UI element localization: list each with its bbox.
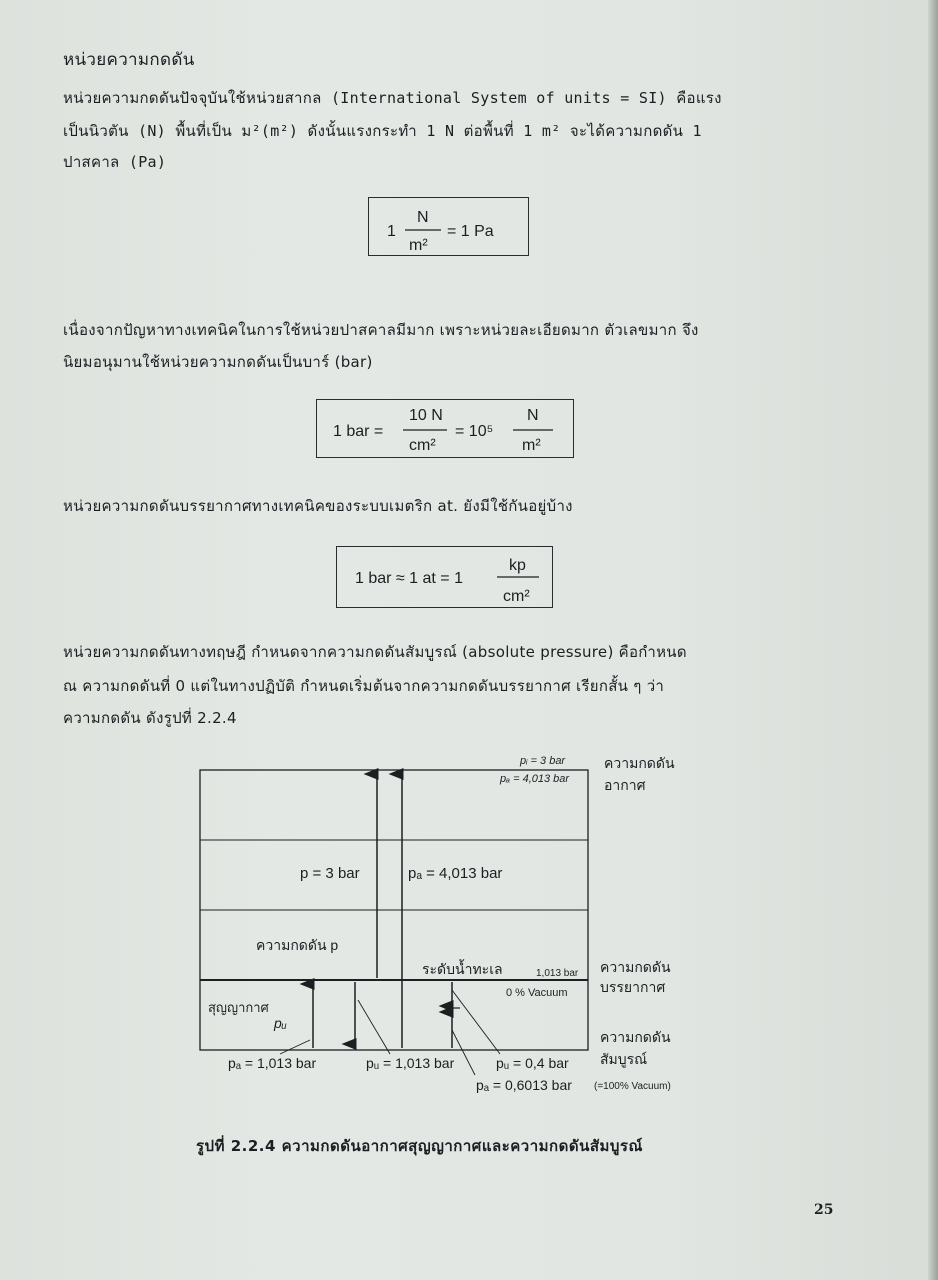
bottom-pa2-label: pₐ = 0,6013 bar — [476, 1077, 572, 1093]
right-label-abs-2: สัมบูรณ์ — [600, 1051, 648, 1067]
formula3-lead: 1 bar ≈ 1 at = 1 — [355, 570, 463, 587]
pu-label: pᵤ — [274, 1015, 287, 1031]
figure-caption: รูปที่ 2.2.4 ความกดดันอากาศสุญญากาศและความกดดันสัมบูรณ์ — [196, 1137, 643, 1155]
paragraph-4-line-2: ณ ความกดดันที่ 0 แต่ในทางปฏิบัติ กำหนดเริ่มต้นจากความกดดันบรรยากาศ เรียกสั้น ๆ ว่า — [63, 677, 665, 695]
right-label-atm-1: ความกดดัน — [600, 959, 671, 975]
page-number: 25 — [814, 1202, 834, 1218]
formula2-numerator-2: N — [527, 407, 539, 424]
bottom-pa-label: pₐ = 1,013 bar — [228, 1055, 317, 1071]
formula-bar — [317, 400, 573, 457]
paragraph-2-line-1: เนื่องจากปัญหาทางเทคนิคในการใช้หน่วยปาสคาลมีมาก เพราะหน่วยละเอียดมาก ตัวเลขมาก จึง — [63, 321, 699, 339]
formula-box-bar — [316, 399, 574, 458]
bottom-vacuum-label: (=100% Vacuum) — [594, 1081, 671, 1092]
formula2-middle: = 10⁵ — [455, 423, 494, 440]
right-label-abs-1: ความกดดัน — [600, 1029, 671, 1045]
formula2-denominator-2: m² — [522, 437, 541, 454]
formula-box-pascal — [368, 197, 529, 256]
right-label-air-1: ความกดดัน — [604, 755, 675, 771]
formula2-lead: 1 bar = — [333, 423, 384, 440]
sea-level-label: ระดับน้ำทะเล — [422, 961, 503, 977]
bottom-pu-label: pᵤ = 1,013 bar — [366, 1055, 455, 1071]
sea-level-value: 1,013 bar — [536, 968, 579, 979]
formula3-denominator: cm² — [503, 588, 530, 605]
vacuum-label: สุญญากาศ — [208, 1000, 269, 1015]
formula2-denominator-1: cm² — [409, 437, 436, 454]
p-value-label: p = 3 bar — [300, 865, 360, 882]
pressure-diagram — [190, 750, 710, 1100]
pa-value-label: pₐ = 4,013 bar — [408, 865, 503, 882]
formula1-lead: 1 — [387, 223, 396, 240]
right-label-atm-2: บรรยากาศ — [600, 979, 666, 995]
paragraph-4-line-1: หน่วยความกดดันทางทฤษฎี กำหนดจากความกดดันสัมบูรณ์ (absolute pressure) คือกำหนด — [63, 643, 687, 661]
pressure-p-label: ความกดดัน p — [256, 937, 339, 953]
paragraph-3: หน่วยความกดดันบรรยากาศทางเทคนิคของระบบเมตริก at. ยังมีใช้กันอยู่บ้าง — [63, 497, 573, 515]
bottom-pu2-label: pᵤ = 0,4 bar — [496, 1055, 569, 1071]
formula3-numerator: kp — [509, 557, 526, 574]
formula-box-at — [336, 546, 553, 608]
paragraph-2-line-2: นิยมอนุมานใช้หน่วยความกดดันเป็นบาร์ (bar) — [63, 353, 373, 371]
vacuum-zero-label: 0 % Vacuum — [506, 987, 568, 999]
formula1-numerator: N — [417, 209, 429, 226]
paragraph-1-line-1: หน่วยความกดดันปัจจุบันใช้หน่วยสากล (International System of units = SI) คือแรง — [63, 89, 722, 107]
paragraph-4-line-3: ความกดดัน ดังรูปที่ 2.2.4 — [63, 709, 237, 727]
section-heading: หน่วยความกดดัน — [63, 50, 195, 70]
formula1-rhs: = 1 Pa — [447, 223, 494, 240]
formula1-denominator: m² — [409, 237, 428, 254]
right-label-air-2: อากาศ — [604, 777, 646, 793]
page-edge — [928, 0, 938, 1280]
paragraph-1-line-2: เป็นนิวตัน (N) พื้นที่เป็น ม²(m²) ดังนั้นแรงกระทำ 1 N ต่อพื้นที่ 1 m² จะได้ความกดดัน 1 — [63, 122, 702, 140]
top-pa-label: pₐ = 4,013 bar — [500, 773, 570, 785]
top-p-label: pᵢ = 3 bar — [520, 755, 566, 767]
formula-pascal — [369, 198, 528, 255]
formula2-numerator-1: 10 N — [409, 407, 443, 424]
paragraph-1-line-3: ปาสคาล (Pa) — [63, 153, 167, 171]
formula-at — [337, 547, 552, 607]
